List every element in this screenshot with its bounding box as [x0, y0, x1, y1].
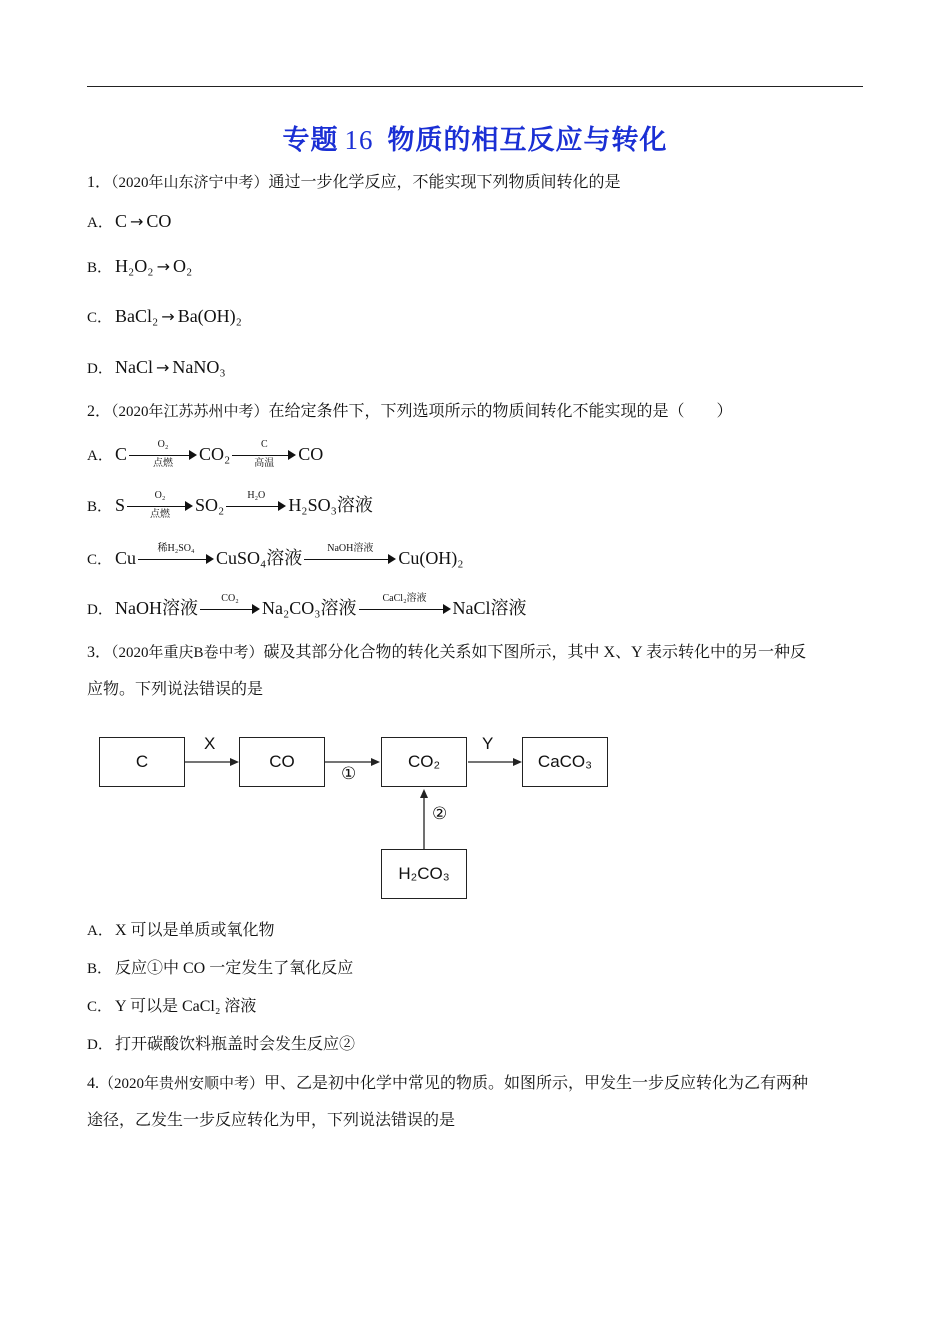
reaction-arrow: C 高温 [232, 444, 296, 468]
q2-source: （2020年江苏苏州中考） [111, 404, 269, 420]
reaction-arrow: O₂ 点燃 [129, 444, 197, 468]
q2-option-d: D． NaOH溶液 CO₂ Na₂CO₃溶液 CaCl₂溶液 NaCl溶液 [87, 597, 527, 622]
reaction-arrow: CaCl₂溶液 [359, 598, 451, 622]
q3-stem-line1: 3．（2020年重庆B卷中考）碳及其部分化合物的转化关系如下图所示，其中 X、Y 表示转化中的另一种反 [87, 644, 807, 661]
q4-stem-line1: 4.（2020年贵州安顺中考）甲、乙是初中化学中常见的物质。如图所示，甲发生一步反应转化为乙有两种 [87, 1075, 809, 1092]
q3-stem-line2: 应物。下列说法错误的是 [87, 681, 264, 698]
title-text: 物质的相互反应与转化 [387, 125, 668, 155]
q2-option-c: C． Cu 稀H₂SO₄ CuSO₄溶液 NaOH溶液 Cu(OH)₂ [87, 547, 464, 572]
label-y: Y [482, 734, 494, 753]
label-reaction-1: ① [341, 764, 357, 784]
carbon-conversion-diagram [87, 716, 627, 912]
header-rule [87, 86, 863, 87]
label-reaction-2: ② [432, 804, 448, 824]
reaction-arrow: O₂ 点燃 [127, 495, 193, 519]
q1-stem: 1．（2020年山东济宁中考）通过一步化学反应，不能实现下列物质间转化的是 [87, 174, 621, 191]
reaction-arrow: CO₂ [200, 598, 260, 622]
q1-source: （2020年山东济宁中考） [111, 175, 269, 191]
q2-option-b: B． S O₂ 点燃 SO₂ H₂O H₂SO₃溶液 [87, 490, 373, 521]
q3-option-b: B． 反应①中 CO 一定发生了氧化反应 [87, 960, 354, 977]
q3-option-d: D． 打开碳酸饮料瓶盖时会发生反应② [87, 1036, 356, 1053]
q1-option-c: C． BaCl₂ → Ba(OH)₂ [87, 306, 242, 326]
q2-option-a: A． C O₂ 点燃 CO₂ C 高温 CO [87, 439, 324, 470]
q4-source: （2020年贵州安顺中考） [99, 1076, 265, 1092]
q1-option-d: D． NaCl → NaNO₃ [87, 357, 226, 377]
title-number: 16 [344, 125, 374, 155]
reaction-arrow: H₂O [226, 495, 286, 519]
title-prefix: 专题 [282, 125, 339, 155]
box-caco3: CaCO₃ [522, 737, 608, 787]
q3-option-a: A． X 可以是单质或氧化物 [87, 922, 275, 939]
box-c: C [99, 737, 185, 787]
reaction-arrow: 稀H₂SO₄ [138, 548, 214, 572]
q4-stem-line2: 途径，乙发生一步反应转化为甲，下列说法错误的是 [87, 1112, 456, 1129]
q1-option-b: B． H₂O₂ → O₂ [87, 256, 193, 276]
page-title [0, 118, 950, 157]
q2-stem: 2．（2020年江苏苏州中考）在给定条件下，下列选项所示的物质间转化不能实现的是（ ） [87, 403, 733, 420]
box-co2: CO₂ [381, 737, 467, 787]
box-co: CO [239, 737, 325, 787]
q3-source: （2020年重庆B卷中考） [111, 645, 264, 661]
box-h2co3: H₂CO₃ [381, 849, 467, 899]
label-x: X [204, 734, 216, 753]
q3-option-c: C． Y 可以是 CaCl₂ 溶液 [87, 998, 257, 1015]
q1-option-a: A． C → CO [87, 211, 172, 231]
reaction-arrow: NaOH溶液 [304, 548, 396, 572]
